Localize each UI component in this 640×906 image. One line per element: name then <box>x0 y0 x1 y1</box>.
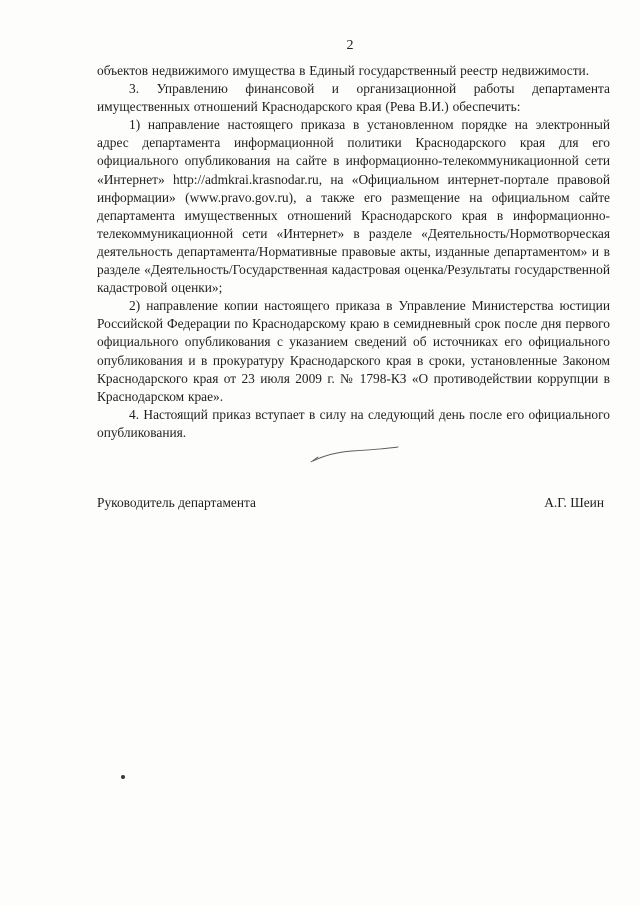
signatory-position: Руководитель департамента <box>97 495 256 510</box>
page-number: 2 <box>346 38 354 53</box>
signatory-name: А.Г. Шеин <box>544 495 604 510</box>
paragraph-item-3-1: 1) направление настоящего приказа в установленном порядке на электронный адрес департамента информационной политики Краснодарского края для его официального опубликования на сайте в информационно-телекоммуникационной сети «Интернет» http://admkrai.krasnodar.ru, на «Официальном интернет-портале правовой информации» (www.pravo.gov.ru), а также его размещение на официальном сайте департамента имущественных отношений Краснодарского края в информационно-телекоммуникационной сети «Интернет» в разделе «Деятельность/Нормотворческая деятельность департамента/Нормативные правовые акты, изданные департаментом» и в разделе «Деятельность/Государственная кадастровая оценка/Результаты государственной кадастровой оценки»; <box>97 117 610 296</box>
pen-tick-mark <box>311 457 318 462</box>
paragraph-item-3-2: 2) направление копии настоящего приказа в Управление Министерства юстиции Российской Федерации по Краснодарскому краю в семидневный срок после дня первого официального опубликования с указанием сведений об источниках его официального опубликования и в прокуратуру Краснодарского края в сроки, установленные Законом Краснодарского края от 23 июля 2009 г. № 1798-КЗ «О противодействии коррупции в Краснодарском крае». <box>97 298 610 404</box>
paragraph-item-3: 3. Управлению финансовой и организационной работы департамента имущественных отношений Краснодарского края (Рева В.И.) обеспечить: <box>97 81 610 115</box>
ink-dot <box>121 775 125 779</box>
paragraph-registry-continuation: объектов недвижимого имущества в Единый государственный реестр недвижимости. <box>97 63 590 78</box>
order-body <box>97 62 610 442</box>
signature-block <box>97 494 610 514</box>
pen-stroke-mark <box>313 447 398 461</box>
paragraph-item-4: 4. Настоящий приказ вступает в силу на следующий день после его официального опубликования. <box>97 406 610 440</box>
